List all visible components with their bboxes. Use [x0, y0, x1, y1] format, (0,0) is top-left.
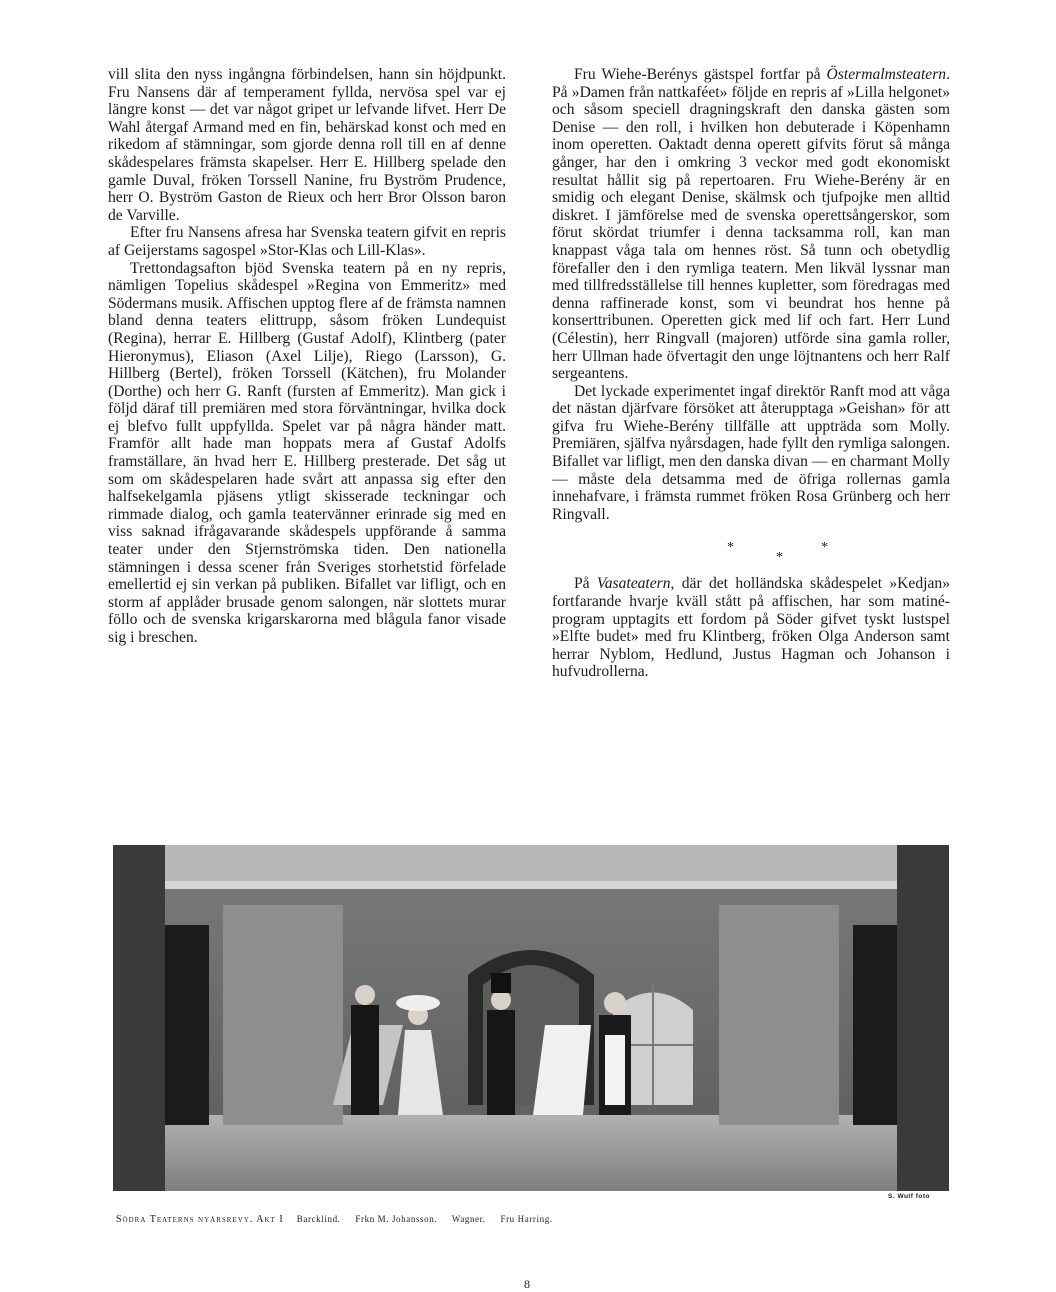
theatre-name: Östermalmsteatern [826, 66, 947, 83]
actor-barcklind [351, 1005, 379, 1115]
caption-cast [297, 1214, 565, 1224]
paragraph [552, 66, 950, 383]
paragraph [552, 575, 950, 681]
right-wall-panel [719, 905, 839, 1125]
photo-credit: S. Wulf foto [888, 1193, 930, 1200]
top-hat [491, 973, 511, 993]
right-proscenium [897, 845, 949, 1191]
page-number: 8 [524, 1277, 530, 1291]
left-column [108, 66, 506, 647]
right-column [552, 66, 950, 681]
paragraph: Trettondagsafton bjöd Svenska teatern på en ny repris, nämligen Topelius skådespel »Regina von Emmeritz» med Södermans musik. Affischen upptog flere af de främsta namnen bland denna teaters elittrupp, såsom fröken Lundequist (Regina), herrar E. Hillberg (Gustaf Adolf), Klintberg (pater Hieronymus), Eliason (Axel Lilje), Riego (Larsson), G. Hillberg (Bertel), fröken Torssell (Kätchen), fru Molander (Dorthe) och herr G. Ranft (fursten af Emmeritz). Man gick i följd däraf till premiären med stora förväntningar, hvilka dock ej blefvo fullt uppfyllda. Spelet var på några händer matt. Framför allt hade man hoppats mera af Gustaf Adolfs framställare, än hvad herr E. Hillberg presterade. Det såg ut som om skådespelaren hade svårt att anpassa sig efter den halfsekelgamla pjäsens ytligt skisserade teckningar och rimmade dialog, och gamla teatervänner erinrade sig med en viss saknad ifrågavarande skådespels uppförande å samma teater under den Stjernströmska tiden. Den nationella stämningen i dessa scener från Sveriges storhetstid förfelade emellertid ej sin verkan på publiken. Bifallet var lifligt, och en storm af applåder brusade genom salongen, när slottets murar föllo och de svenska krigarskarorna med blågula fanor visade sig i breschen. [108, 259, 506, 646]
section-divider [552, 523, 950, 575]
asterism: * [776, 550, 783, 566]
feathered-hat [396, 995, 440, 1011]
right-door [853, 925, 897, 1125]
stage-scene [113, 845, 949, 1191]
paragraph: Det lyckade experimentet ingaf direktör Ranft mod att våga det nästan djärfvare försöket att återupptaga »Geishan» för att gifva fru Wiehe-Berény tillfälle att uppträda som Molly. Premiären, själfva nyårsdagen, hade fyllt den rymliga salongen. Bifallet var lifligt, men den danska divan — en charmant Molly — måste dela detsamma med de öfriga rollernas gamla innehafvare, i främsta rummet fröken Rosa Grünberg och herr Ringvall. [552, 382, 950, 523]
cast-name: Frkn M. Johansson. [355, 1214, 438, 1224]
asterism: * [727, 540, 734, 556]
text-run: , där det holländska skådespelet »Kedjan» fortfarande hvarje kväll stått på affischen, har som matiné-program upptagits ett fordom på Söder gifvet tyskt lustspel »Elfte budet» med fru Klintberg, fröken Olga Anderson samt herrar Nyblom, Hedlund, Justus Hagman och Johanson i hufvudrollerna. [552, 575, 950, 681]
text-run: Fru Wiehe-Berénys gästspel fortfar på [574, 66, 827, 83]
asterism: * [821, 540, 828, 556]
cast-name: Fru Harring. [500, 1214, 553, 1224]
theatre-name: Vasateatern [596, 575, 671, 593]
paragraph: Efter fru Nansens afresa har Svenska teatern gifvit en repris af Geijerstams sagospel »Stor-Klas och Lill-Klas». [108, 224, 506, 259]
actor-head [604, 992, 626, 1014]
paragraph: vill slita den nyss ingångna förbindelsen, hann sin höjdpunkt. Fru Nansens där af temperament fyllda, nervösa spel var ej längre konst — det var något gripet ur lefvande lifvet. Herr De Wahl återgaf Armand med en fin, behärskad konst och med en rikedom af stämningar, som gjorde denna roll till en af denne skådespelares främsta skapelser. Herr E. Hillberg spelade den gamle Duval, fröken Torssell Nanine, fru Byström Prudence, herr O. Byström Gaston de Rieux och herr Bror Olsson baron de Varville. [108, 66, 506, 224]
caption-title: Södra Teaterns nyårsrevy. Akt I [116, 1214, 284, 1225]
stage-floor [113, 1115, 949, 1191]
left-wall-panel [223, 905, 343, 1125]
photo-caption [116, 1214, 565, 1225]
cast-name: Barcklind. [296, 1214, 341, 1224]
stage-photograph [113, 845, 949, 1191]
text-run: . På »Damen från nattkaféet» följde en repris af »Lilla helgonet» och såsom speciell dragningskraft den danska gästen som Denise — den roll, i hvilken hon debuterade i Köpenhamn inom operetten. Oaktadt denna operett gifvits förut så många gånger, har den i omkring 3 veckor med godt ekonomiskt resultat hållit sig på repertoaren. Fru Wiehe-Berény är en smidig och elegant Denise, skälmsk och tjufpojke men alltid diskret. I jämförelse med de svenska operettsångerskor, som förut skördat triumfer i denna tacksamma roll, kan man knappast våga tala om hennes röst. Så tunn och obetydlig förefaller den i den rymliga teatern. Men likväl lyssnar man med tillfredsställelse till hennes kupletter, som föredragas med denna raffinerade konst, som vi beundrat hos henne på konserttribunen. Operetten gick med lif och fart. Herr Lund (Célestin), herr Ringvall (majoren) utförde sina gamla roller, herr Ullman hade öfvertagit den unge löjtnantens och herr Ralf sergeantens. [552, 66, 950, 383]
cast-name: Wagner. [451, 1214, 486, 1224]
left-proscenium [113, 845, 165, 1191]
apron [605, 1035, 625, 1105]
ceiling [113, 845, 949, 883]
cornice [113, 881, 949, 889]
left-door [165, 925, 209, 1125]
actor-head [355, 985, 375, 1005]
text-run: På [574, 575, 597, 593]
actor-wagner [487, 1010, 515, 1115]
